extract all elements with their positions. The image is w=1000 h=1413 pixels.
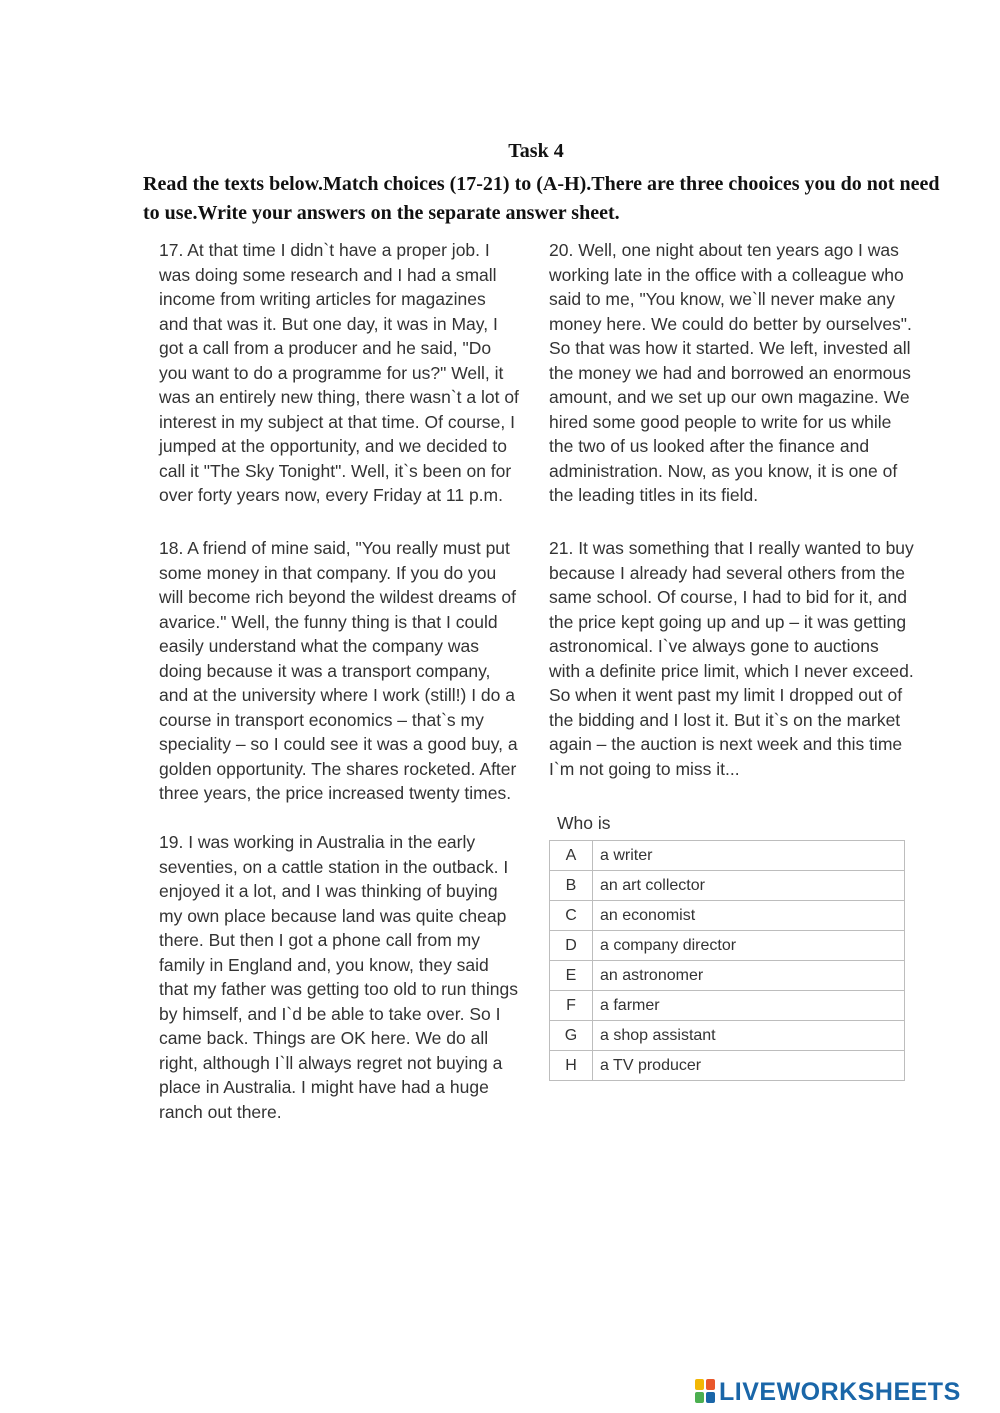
logo-icon xyxy=(695,1379,717,1405)
option-row xyxy=(550,991,905,1021)
liveworksheets-logo[interactable] xyxy=(695,1377,961,1407)
option-row xyxy=(550,1021,905,1051)
header xyxy=(0,140,1000,224)
option-text: an astronomer xyxy=(593,961,905,991)
option-letter: D xyxy=(550,931,593,961)
option-row xyxy=(550,901,905,931)
passage-19 xyxy=(159,830,519,1124)
option-text: an art collector xyxy=(593,871,905,901)
passage-21 xyxy=(549,536,914,781)
option-letter: H xyxy=(550,1051,593,1081)
passage-18-text: 18. A friend of mine said, "You really must put some money in that company. If you do you will become rich beyond the wildest dreams of avarice." Well, the funny thing is that I could easily understand what the company was doing because it was a transport company, and at the university where I work (still!) I do a course in transport economics – that`s my speciality – so I could see it was a good buy, a golden opportunity. The shares rocketed. After three years, the price increased twenty times. xyxy=(159,538,518,803)
option-letter: E xyxy=(550,961,593,991)
option-row xyxy=(550,931,905,961)
options-heading: Who is xyxy=(557,813,611,833)
passage-18 xyxy=(159,536,519,806)
passage-19-text: 19. I was working in Australia in the early seventies, on a cattle station in the outback. I enjoyed it a lot, and I was thinking of buying my own place because land was quite cheap there. But then I got a phone call from my family in England and, you know, they said that my father was getting too old to run things by himself, and I`d be able to take over. So I came back. Things are OK here. We do all right, although I`ll always regret not buying a place in Australia. I might have had a huge ranch out there. xyxy=(159,832,518,1122)
option-letter: C xyxy=(550,901,593,931)
passage-20 xyxy=(549,238,914,508)
option-text: a farmer xyxy=(593,991,905,1021)
option-letter: F xyxy=(550,991,593,1021)
option-text: a company director xyxy=(593,931,905,961)
passage-17-text: 17. At that time I didn`t have a proper job. I was doing some research and I had a small income from writing articles for magazines and that was it. But one day, it was in May, I got a call from a producer and he said, "Do you want to do a programme for us?" Well, it was an entirely new thing, there wasn`t a lot of interest in my subject at that time. Of course, I jumped at the opportunity, and we decided to call it "The Sky Tonight". Well, it`s been on for over forty years now, every Friday at 11 p.m. xyxy=(159,240,519,505)
option-letter: G xyxy=(550,1021,593,1051)
logo-text: LIVEWORKSHEETS xyxy=(719,1377,961,1406)
passage-21-text: 21. It was something that I really wanted to buy because I already had several others from the same school. Of course, I had to bid for it, and the price kept going up and up – it was getting astronomical. I`ve always gone to auctions with a definite price limit, which I never exceed. So when it went past my limit I dropped out of the bidding and I lost it. But it`s on the market again – the auction is next week and this time I`m not going to miss it... xyxy=(549,538,914,779)
option-text: a shop assistant xyxy=(593,1021,905,1051)
passage-20-text: 20. Well, one night about ten years ago I was working late in the office with a colleague who said to me, "You know, we`ll never make any money here. We could do better by ourselves". So that was how it started. We left, invested all the money we had and borrowed an enormous amount, and we set up our own magazine. We hired some good people to write for us while the two of us looked after the finance and administration. Now, as you know, it is one of the leading titles in its field. xyxy=(549,240,912,505)
passage-17 xyxy=(159,238,519,508)
task-title: Task 4 xyxy=(508,140,564,162)
option-text: a writer xyxy=(593,841,905,871)
options-table xyxy=(549,840,905,1081)
option-letter: B xyxy=(550,871,593,901)
option-row xyxy=(550,1051,905,1081)
instructions: Read the texts below.Match choices (17-21) to (A-H).There are three chooices you do not need to use.Write your answers on the separate answer sheet. xyxy=(143,173,940,224)
option-text: a TV producer xyxy=(593,1051,905,1081)
option-text: an economist xyxy=(593,901,905,931)
option-row xyxy=(550,871,905,901)
option-letter: A xyxy=(550,841,593,871)
option-row xyxy=(550,961,905,991)
option-row xyxy=(550,841,905,871)
